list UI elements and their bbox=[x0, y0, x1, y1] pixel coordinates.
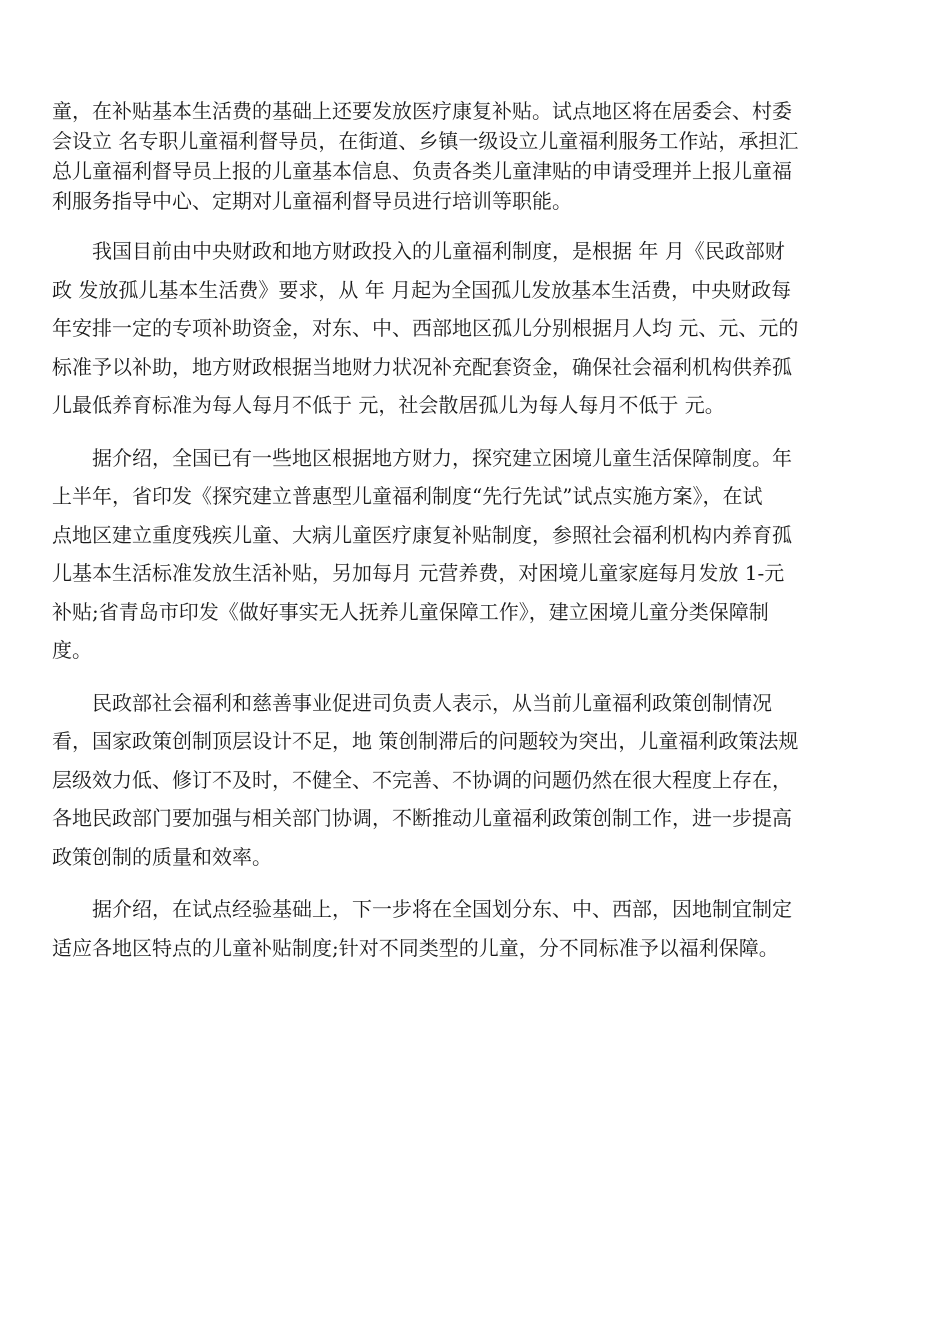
text-line: 适应各地区特点的儿童补贴制度;针对不同类型的儿童，分不同标准予以福利保障。 bbox=[52, 935, 779, 960]
paragraph-1 bbox=[52, 96, 897, 216]
text-line: 童，在补贴基本生活费的基础上还要发放医疗康复补贴。试点地区将在居委会、村委 bbox=[52, 99, 792, 123]
document-body bbox=[52, 96, 897, 981]
text-line: 儿最低养育标准为每人每月不低于 元，社会散居孤儿为每人每月不低于 元。 bbox=[52, 393, 725, 417]
text-line: 层级效力低、修订不及时，不健全、不完善、不协调的问题仍然在很大程度上存在， bbox=[52, 767, 792, 792]
text-line: 据介绍，全国已有一些地区根据地方财力，探究建立困境儿童生活保障制度。年 bbox=[52, 445, 792, 470]
text-line: 各地民政部门要加强与相关部门协调，不断推动儿童福利政策创制工作，进一步提高 bbox=[52, 806, 792, 830]
text-line: 总儿童福利督导员上报的儿童基本信息、负责各类儿童津贴的申请受理并上报儿童福 bbox=[52, 159, 792, 183]
text-line: 标准予以补助，地方财政根据当地财力状况补充配套资金，确保社会福利机构供养孤 bbox=[52, 354, 792, 379]
text-line: 年安排一定的专项补助资金，对东、中、西部地区孤儿分别根据月人均 元、元、元的 bbox=[52, 316, 799, 340]
text-line: 利服务指导中心、定期对儿童福利督导员进行培训等职能。 bbox=[52, 189, 572, 213]
text-line: 点地区建立重度残疾儿童、大病儿童医疗康复补贴制度，参照社会福利机构内养育孤 bbox=[52, 522, 792, 547]
paragraph-3 bbox=[52, 439, 897, 670]
text-line: 儿基本生活标准发放生活补贴，另加每月 元营养费，对困境儿童家庭每月发放 1-元 bbox=[52, 561, 785, 585]
paragraph-4 bbox=[52, 684, 897, 877]
text-line: 上半年，省印发《探究建立普惠型儿童福利制度“先行先试”试点实施方案》，在试 bbox=[52, 484, 763, 508]
text-line: 政策创制的质量和效率。 bbox=[52, 844, 272, 869]
text-line: 政 发放孤儿基本生活费》要求，从 年 月起为全国孤儿发放基本生活费，中央财政每 bbox=[52, 277, 792, 302]
text-line: 我国目前由中央财政和地方财政投入的儿童福利制度，是根据 年 月《民政部财 bbox=[52, 239, 785, 263]
text-line: 看，国家政策创制顶层设计不足，地 策创制滞后的问题较为突出，儿童福利政策法规 bbox=[52, 729, 799, 753]
text-line: 民政部社会福利和慈善事业促进司负责人表示，从当前儿童福利政策创制情况 bbox=[52, 690, 772, 715]
text-line: 度。 bbox=[52, 638, 92, 662]
text-line: 会设立 名专职儿童福利督导员，在街道、乡镇一级设立儿童福利服务工作站，承担汇 bbox=[52, 129, 799, 153]
text-line: 据介绍，在试点经验基础上，下一步将在全国划分东、中、西部，因地制宜制定 bbox=[52, 897, 792, 921]
text-line: 补贴;省青岛市印发《做好事实无人抚养儿童保障工作》，建立困境儿童分类保障制 bbox=[52, 599, 769, 624]
paragraph-2 bbox=[52, 232, 897, 425]
paragraph-5 bbox=[52, 890, 897, 967]
